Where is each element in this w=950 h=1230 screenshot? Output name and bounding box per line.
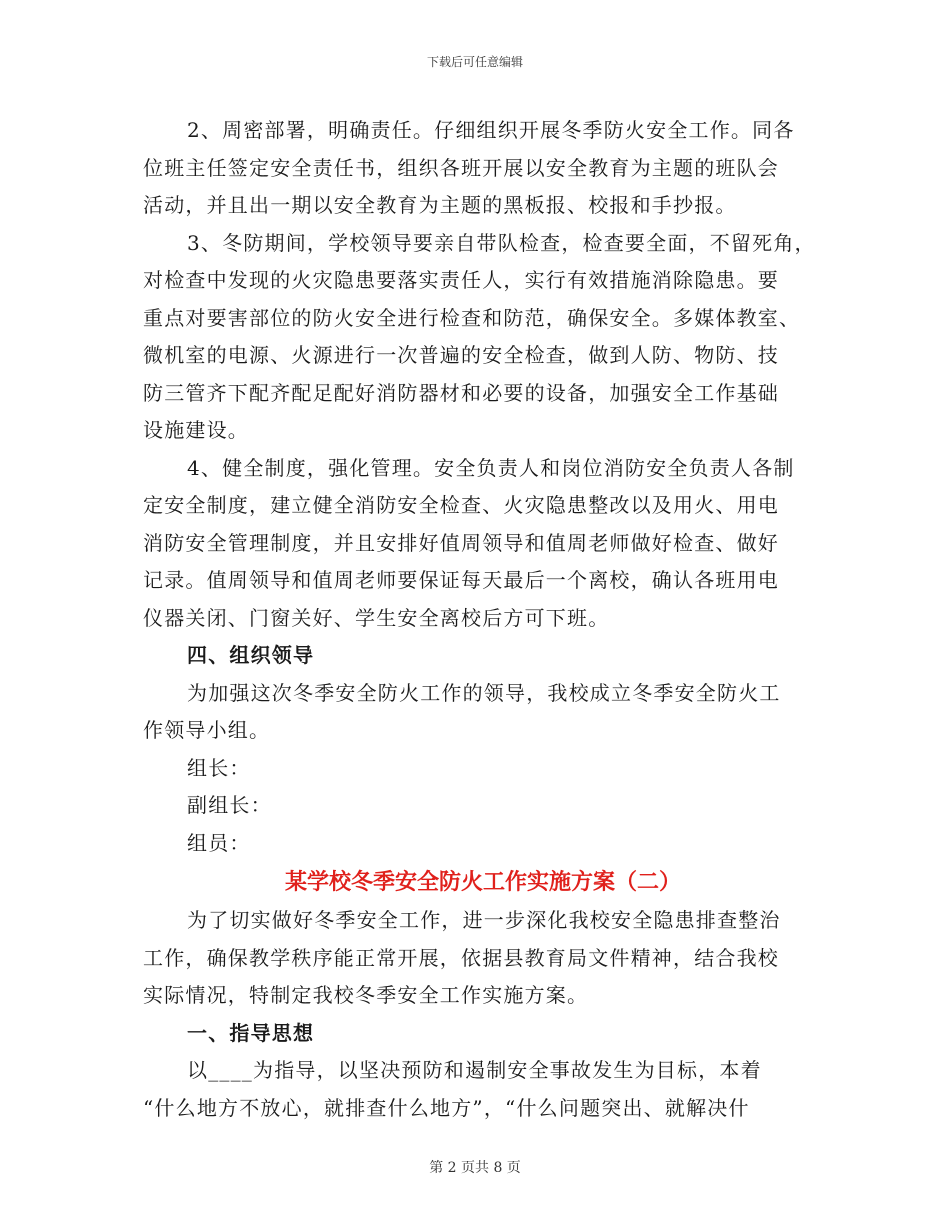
paragraph-line: 重点对要害部位的防火安全进行检查和防范，确保安全。多媒体教室、 — [143, 305, 801, 330]
paragraph-line: 活动，并且出一期以安全教育为主题的黑板报、校报和手抄报。 — [143, 193, 737, 217]
paragraph-line: 定安全制度，建立健全消防安全检查、火灾隐患整改以及用火、用电 — [143, 493, 779, 517]
paragraph-line: 组员： — [187, 830, 251, 855]
paragraph-line: 3、冬防期间，学校领导要亲自带队检查，检查要全面，不留死角， — [187, 230, 816, 255]
document-title: 某学校冬季安全防火工作实施方案（二） — [284, 869, 681, 895]
paragraph-line: 工作，确保教学秩序能正常开展，依据县教育局文件精神，结合我校 — [143, 945, 779, 970]
paragraph-line: 副组长： — [187, 793, 272, 817]
paragraph-line: 微机室的电源、火源进行一次普遍的安全检查，做到人防、物防、技 — [143, 343, 779, 367]
paragraph-line: 组长： — [187, 755, 251, 780]
paragraph-line: 以____为指导，以坚决预防和遏制安全事故发生为目标，本着 — [187, 1058, 762, 1082]
paragraph-line: “什么地方不放心，就排查什么地方”，“什么问题突出、就解决什 — [143, 1095, 750, 1120]
paragraph-line: 为了切实做好冬季安全工作，进一步深化我校安全隐患排查整治 — [187, 908, 781, 932]
paragraph-line: 4、健全制度，强化管理。安全负责人和岗位消防安全负责人各制 — [187, 455, 795, 480]
section-heading: 一、指导思想 — [187, 1020, 315, 1045]
page-footer: 第 2 页共 8 页 — [429, 1160, 521, 1176]
document-body — [143, 112, 823, 1127]
paragraph-line: 防三管齐下配齐配足配好消防器材和必要的设备，加强安全工作基础 — [143, 380, 779, 405]
paragraph-line: 仪器关闭、门窗关好、学生安全离校后方可下班。 — [143, 605, 610, 630]
paragraph-line: 设施建设。 — [143, 418, 249, 442]
paragraph-line: 作领导小组。 — [143, 718, 271, 742]
paragraph-line: 位班主任签定安全责任书，组织各班开展以安全教育为主题的班队会 — [143, 155, 779, 180]
paragraph-line: 为加强这次冬季安全防火工作的领导，我校成立冬季安全防火工 — [187, 680, 781, 705]
section-heading: 四、组织领导 — [187, 643, 315, 667]
page-header: 下载后可任意编辑 — [426, 55, 523, 69]
paragraph-line: 消防安全管理制度，并且安排好值周领导和值周老师做好检查、做好 — [143, 530, 779, 555]
paragraph-line: 2、周密部署，明确责任。仔细组织开展冬季防火安全工作。同各 — [187, 118, 795, 142]
paragraph-line: 对检查中发现的火灾隐患要落实责任人，实行有效措施消除隐患。要 — [143, 268, 779, 292]
paragraph-line: 实际情况，特制定我校冬季安全工作实施方案。 — [143, 983, 589, 1007]
paragraph-line: 记录。值周领导和值周老师要保证每天最后一个离校，确认各班用电 — [143, 568, 779, 592]
